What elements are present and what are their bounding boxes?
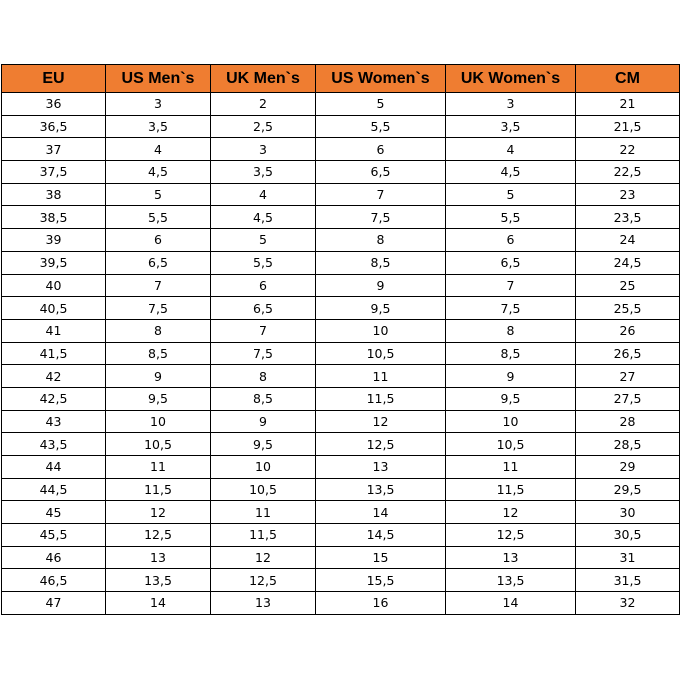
- table-cell: 10: [211, 456, 316, 479]
- table-cell: 7: [316, 183, 446, 206]
- table-cell: 11: [106, 456, 211, 479]
- table-cell: 7,5: [316, 206, 446, 229]
- table-cell: 10,5: [446, 433, 576, 456]
- table-cell: 13,5: [316, 478, 446, 501]
- table-cell: 11,5: [446, 478, 576, 501]
- table-cell: 45,5: [2, 524, 106, 547]
- table-cell: 27: [576, 365, 680, 388]
- table-cell: 13: [446, 546, 576, 569]
- table-cell: 10,5: [211, 478, 316, 501]
- table-cell: 4: [211, 183, 316, 206]
- table-cell: 3,5: [211, 161, 316, 184]
- table-cell: 9: [316, 274, 446, 297]
- table-cell: 42,5: [2, 387, 106, 410]
- table-cell: 8,5: [316, 251, 446, 274]
- table-cell: 8,5: [211, 387, 316, 410]
- table-cell: 31,5: [576, 569, 680, 592]
- table-cell: 11: [446, 456, 576, 479]
- table-cell: 28,5: [576, 433, 680, 456]
- table-row: [2, 206, 680, 229]
- table-cell: 3: [106, 93, 211, 116]
- table-cell: 7: [446, 274, 576, 297]
- table-cell: 5,5: [446, 206, 576, 229]
- table-cell: 6,5: [106, 251, 211, 274]
- table-cell: 16: [316, 592, 446, 615]
- table-cell: 9,5: [211, 433, 316, 456]
- table-cell: 9,5: [106, 387, 211, 410]
- table-cell: 6: [316, 138, 446, 161]
- table-cell: 6: [211, 274, 316, 297]
- table-cell: 37: [2, 138, 106, 161]
- table-cell: 5: [446, 183, 576, 206]
- table-cell: 21: [576, 93, 680, 116]
- table-cell: 22: [576, 138, 680, 161]
- table-row: [2, 592, 680, 615]
- table-cell: 3: [446, 93, 576, 116]
- table-cell: 4,5: [211, 206, 316, 229]
- table-body: [2, 93, 680, 615]
- table-cell: 5: [211, 229, 316, 252]
- table-cell: 14: [446, 592, 576, 615]
- header-uk-womens: UK Women`s: [446, 65, 576, 93]
- table-cell: 14: [316, 501, 446, 524]
- table-cell: 25: [576, 274, 680, 297]
- table-cell: 24,5: [576, 251, 680, 274]
- table-cell: 4: [106, 138, 211, 161]
- table-cell: 40,5: [2, 297, 106, 320]
- table-cell: 23,5: [576, 206, 680, 229]
- table-cell: 15,5: [316, 569, 446, 592]
- table-cell: 4: [446, 138, 576, 161]
- table-row: [2, 93, 680, 116]
- table-cell: 12,5: [211, 569, 316, 592]
- table-cell: 7: [106, 274, 211, 297]
- table-cell: 39,5: [2, 251, 106, 274]
- header-cm: CM: [576, 65, 680, 93]
- table-cell: 8: [106, 319, 211, 342]
- table-cell: 4,5: [106, 161, 211, 184]
- table-cell: 43,5: [2, 433, 106, 456]
- table-cell: 36: [2, 93, 106, 116]
- table-cell: 8: [316, 229, 446, 252]
- table-cell: 12,5: [446, 524, 576, 547]
- table-cell: 13,5: [446, 569, 576, 592]
- table-cell: 41,5: [2, 342, 106, 365]
- table-row: [2, 229, 680, 252]
- table-cell: 11: [316, 365, 446, 388]
- table-cell: 41: [2, 319, 106, 342]
- table-cell: 5,5: [211, 251, 316, 274]
- table-cell: 14: [106, 592, 211, 615]
- table-cell: 25,5: [576, 297, 680, 320]
- table-row: [2, 183, 680, 206]
- table-cell: 12,5: [316, 433, 446, 456]
- table-cell: 46: [2, 546, 106, 569]
- table-row: [2, 524, 680, 547]
- table-cell: 8,5: [446, 342, 576, 365]
- table-row: [2, 251, 680, 274]
- table-row: [2, 274, 680, 297]
- table-cell: 12: [211, 546, 316, 569]
- table-row: [2, 297, 680, 320]
- table-row: [2, 456, 680, 479]
- table-cell: 6: [106, 229, 211, 252]
- table-cell: 15: [316, 546, 446, 569]
- table-cell: 9: [211, 410, 316, 433]
- table-cell: 8: [446, 319, 576, 342]
- table-cell: 14,5: [316, 524, 446, 547]
- table-cell: 23: [576, 183, 680, 206]
- table-cell: 9: [106, 365, 211, 388]
- table-cell: 8,5: [106, 342, 211, 365]
- header-us-womens: US Women`s: [316, 65, 446, 93]
- table-row: [2, 546, 680, 569]
- table-cell: 31: [576, 546, 680, 569]
- table-cell: 9,5: [316, 297, 446, 320]
- table-row: [2, 161, 680, 184]
- table-cell: 6: [446, 229, 576, 252]
- table-cell: 21,5: [576, 115, 680, 138]
- table-cell: 9,5: [446, 387, 576, 410]
- table-cell: 3,5: [446, 115, 576, 138]
- table-cell: 5,5: [106, 206, 211, 229]
- table-cell: 7,5: [211, 342, 316, 365]
- table-cell: 27,5: [576, 387, 680, 410]
- table-cell: 30,5: [576, 524, 680, 547]
- table-cell: 11,5: [316, 387, 446, 410]
- table-cell: 9: [446, 365, 576, 388]
- table-cell: 11,5: [211, 524, 316, 547]
- table-cell: 10: [316, 319, 446, 342]
- table-cell: 26: [576, 319, 680, 342]
- table-cell: 6,5: [316, 161, 446, 184]
- table-cell: 46,5: [2, 569, 106, 592]
- table-cell: 24: [576, 229, 680, 252]
- table-cell: 10: [106, 410, 211, 433]
- table-cell: 7: [211, 319, 316, 342]
- table-row: [2, 319, 680, 342]
- header-eu: EU: [2, 65, 106, 93]
- header-us-mens: US Men`s: [106, 65, 211, 93]
- table-row: [2, 365, 680, 388]
- table-cell: 11: [211, 501, 316, 524]
- table-cell: 5: [106, 183, 211, 206]
- table-cell: 7,5: [446, 297, 576, 320]
- table-cell: 45: [2, 501, 106, 524]
- table-cell: 4,5: [446, 161, 576, 184]
- table-cell: 30: [576, 501, 680, 524]
- table-cell: 38,5: [2, 206, 106, 229]
- table-cell: 10,5: [106, 433, 211, 456]
- table-cell: 43: [2, 410, 106, 433]
- table-row: [2, 433, 680, 456]
- table-cell: 13,5: [106, 569, 211, 592]
- size-chart-table: [1, 64, 680, 615]
- table-cell: 2: [211, 93, 316, 116]
- table-row: [2, 569, 680, 592]
- table-row: [2, 478, 680, 501]
- header-uk-mens: UK Men`s: [211, 65, 316, 93]
- table-row: [2, 410, 680, 433]
- table-cell: 13: [316, 456, 446, 479]
- table-cell: 47: [2, 592, 106, 615]
- table-cell: 44,5: [2, 478, 106, 501]
- table-cell: 10: [446, 410, 576, 433]
- table-cell: 6,5: [446, 251, 576, 274]
- table-cell: 7,5: [106, 297, 211, 320]
- table-cell: 12: [316, 410, 446, 433]
- table-row: [2, 501, 680, 524]
- table-cell: 3: [211, 138, 316, 161]
- table-cell: 42: [2, 365, 106, 388]
- table-cell: 8: [211, 365, 316, 388]
- table-cell: 12: [106, 501, 211, 524]
- table-cell: 32: [576, 592, 680, 615]
- table-cell: 12: [446, 501, 576, 524]
- table-cell: 29,5: [576, 478, 680, 501]
- table-cell: 2,5: [211, 115, 316, 138]
- table-cell: 26,5: [576, 342, 680, 365]
- table-cell: 40: [2, 274, 106, 297]
- table-cell: 44: [2, 456, 106, 479]
- table-cell: 29: [576, 456, 680, 479]
- table-cell: 10,5: [316, 342, 446, 365]
- table-cell: 28: [576, 410, 680, 433]
- table-cell: 37,5: [2, 161, 106, 184]
- table-cell: 12,5: [106, 524, 211, 547]
- table-cell: 5,5: [316, 115, 446, 138]
- table-cell: 39: [2, 229, 106, 252]
- table-cell: 3,5: [106, 115, 211, 138]
- table-cell: 38: [2, 183, 106, 206]
- table-cell: 22,5: [576, 161, 680, 184]
- table-row: [2, 387, 680, 410]
- table-cell: 13: [106, 546, 211, 569]
- table-cell: 6,5: [211, 297, 316, 320]
- table-cell: 11,5: [106, 478, 211, 501]
- table-cell: 5: [316, 93, 446, 116]
- header-row: [2, 65, 680, 93]
- table-cell: 13: [211, 592, 316, 615]
- table-cell: 36,5: [2, 115, 106, 138]
- table-row: [2, 342, 680, 365]
- table-row: [2, 138, 680, 161]
- table-row: [2, 115, 680, 138]
